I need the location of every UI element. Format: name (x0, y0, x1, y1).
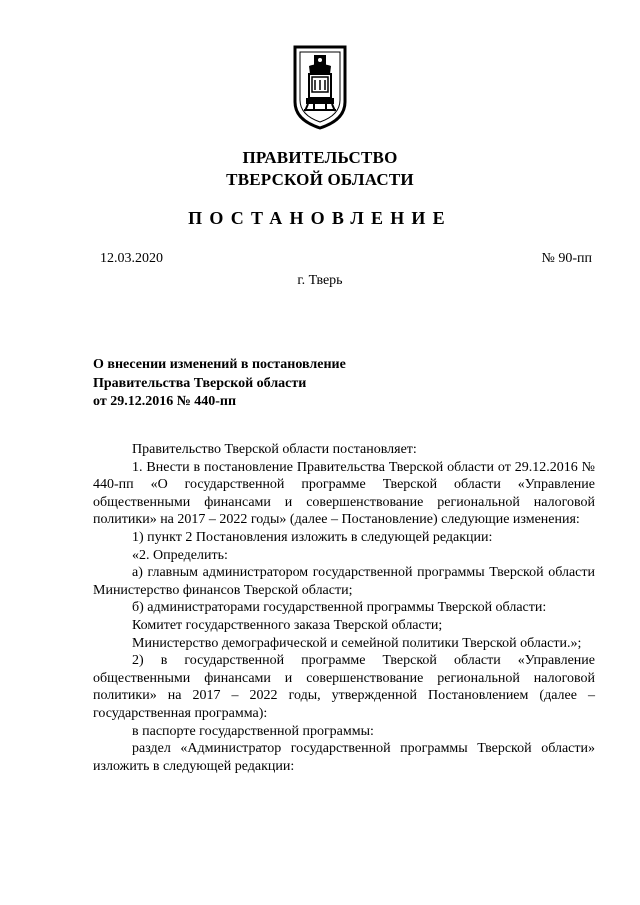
document-date: 12.03.2020 (100, 251, 163, 266)
subject-line: Правительства Тверской области (93, 375, 307, 391)
body-paragraph: раздел «Администратор государственной программы Тверской области» изложить в следующей редакции: (93, 741, 595, 774)
document-type-heading: ПОСТАНОВЛЕНИЕ (188, 208, 452, 228)
organization-name-line1: ПРАВИТЕЛЬСТВО (242, 148, 398, 167)
document-city: г. Тверь (297, 273, 343, 288)
subject-line: О внесении изменений в постановление (93, 357, 346, 372)
organization-name-line2: ТВЕРСКОЙ ОБЛАСТИ (226, 170, 414, 189)
body-paragraph: Правительство Тверской области постановляет: (132, 442, 417, 457)
document-subject (93, 356, 346, 412)
body-paragraph: 2) в государственной программе Тверской области «Управление общественными финансами и совершенствование региональной налоговой политики» на 2017 – 2022 годы, утвержденной Постановлением (далее – государственная программа): (93, 653, 595, 721)
document-number: № 90-пп (541, 251, 592, 266)
subject-line: от 29.12.2016 № 440-пп (93, 394, 237, 409)
body-paragraph: а) главным администратором государственной программы Тверской области Министерство финансов Тверской области; (93, 565, 595, 598)
body-paragraph: 1) пункт 2 Постановления изложить в следующей редакции: (132, 529, 493, 545)
coat-of-arms-emblem (292, 44, 348, 130)
body-paragraph: «2. Определить: (132, 547, 228, 563)
body-paragraph: б) администраторами государственной программы Тверской области: (132, 600, 547, 616)
document-body (93, 441, 595, 775)
body-paragraph: в паспорте государственной программы: (132, 723, 374, 739)
body-paragraph: Министерство демографической и семейной политики Тверской области.»; (132, 635, 582, 651)
body-paragraph: Комитет государственного заказа Тверской области; (132, 617, 443, 633)
body-paragraph: 1. Внести в постановление Правительства Тверской области от 29.12.2016 № 440-пп «О государственной программе Тверской области «Управление общественными финансами и совершенствование региональной налоговой политики» на 2017 – 2022 годы» (далее – Постановление) следующие изменения: (93, 459, 595, 528)
